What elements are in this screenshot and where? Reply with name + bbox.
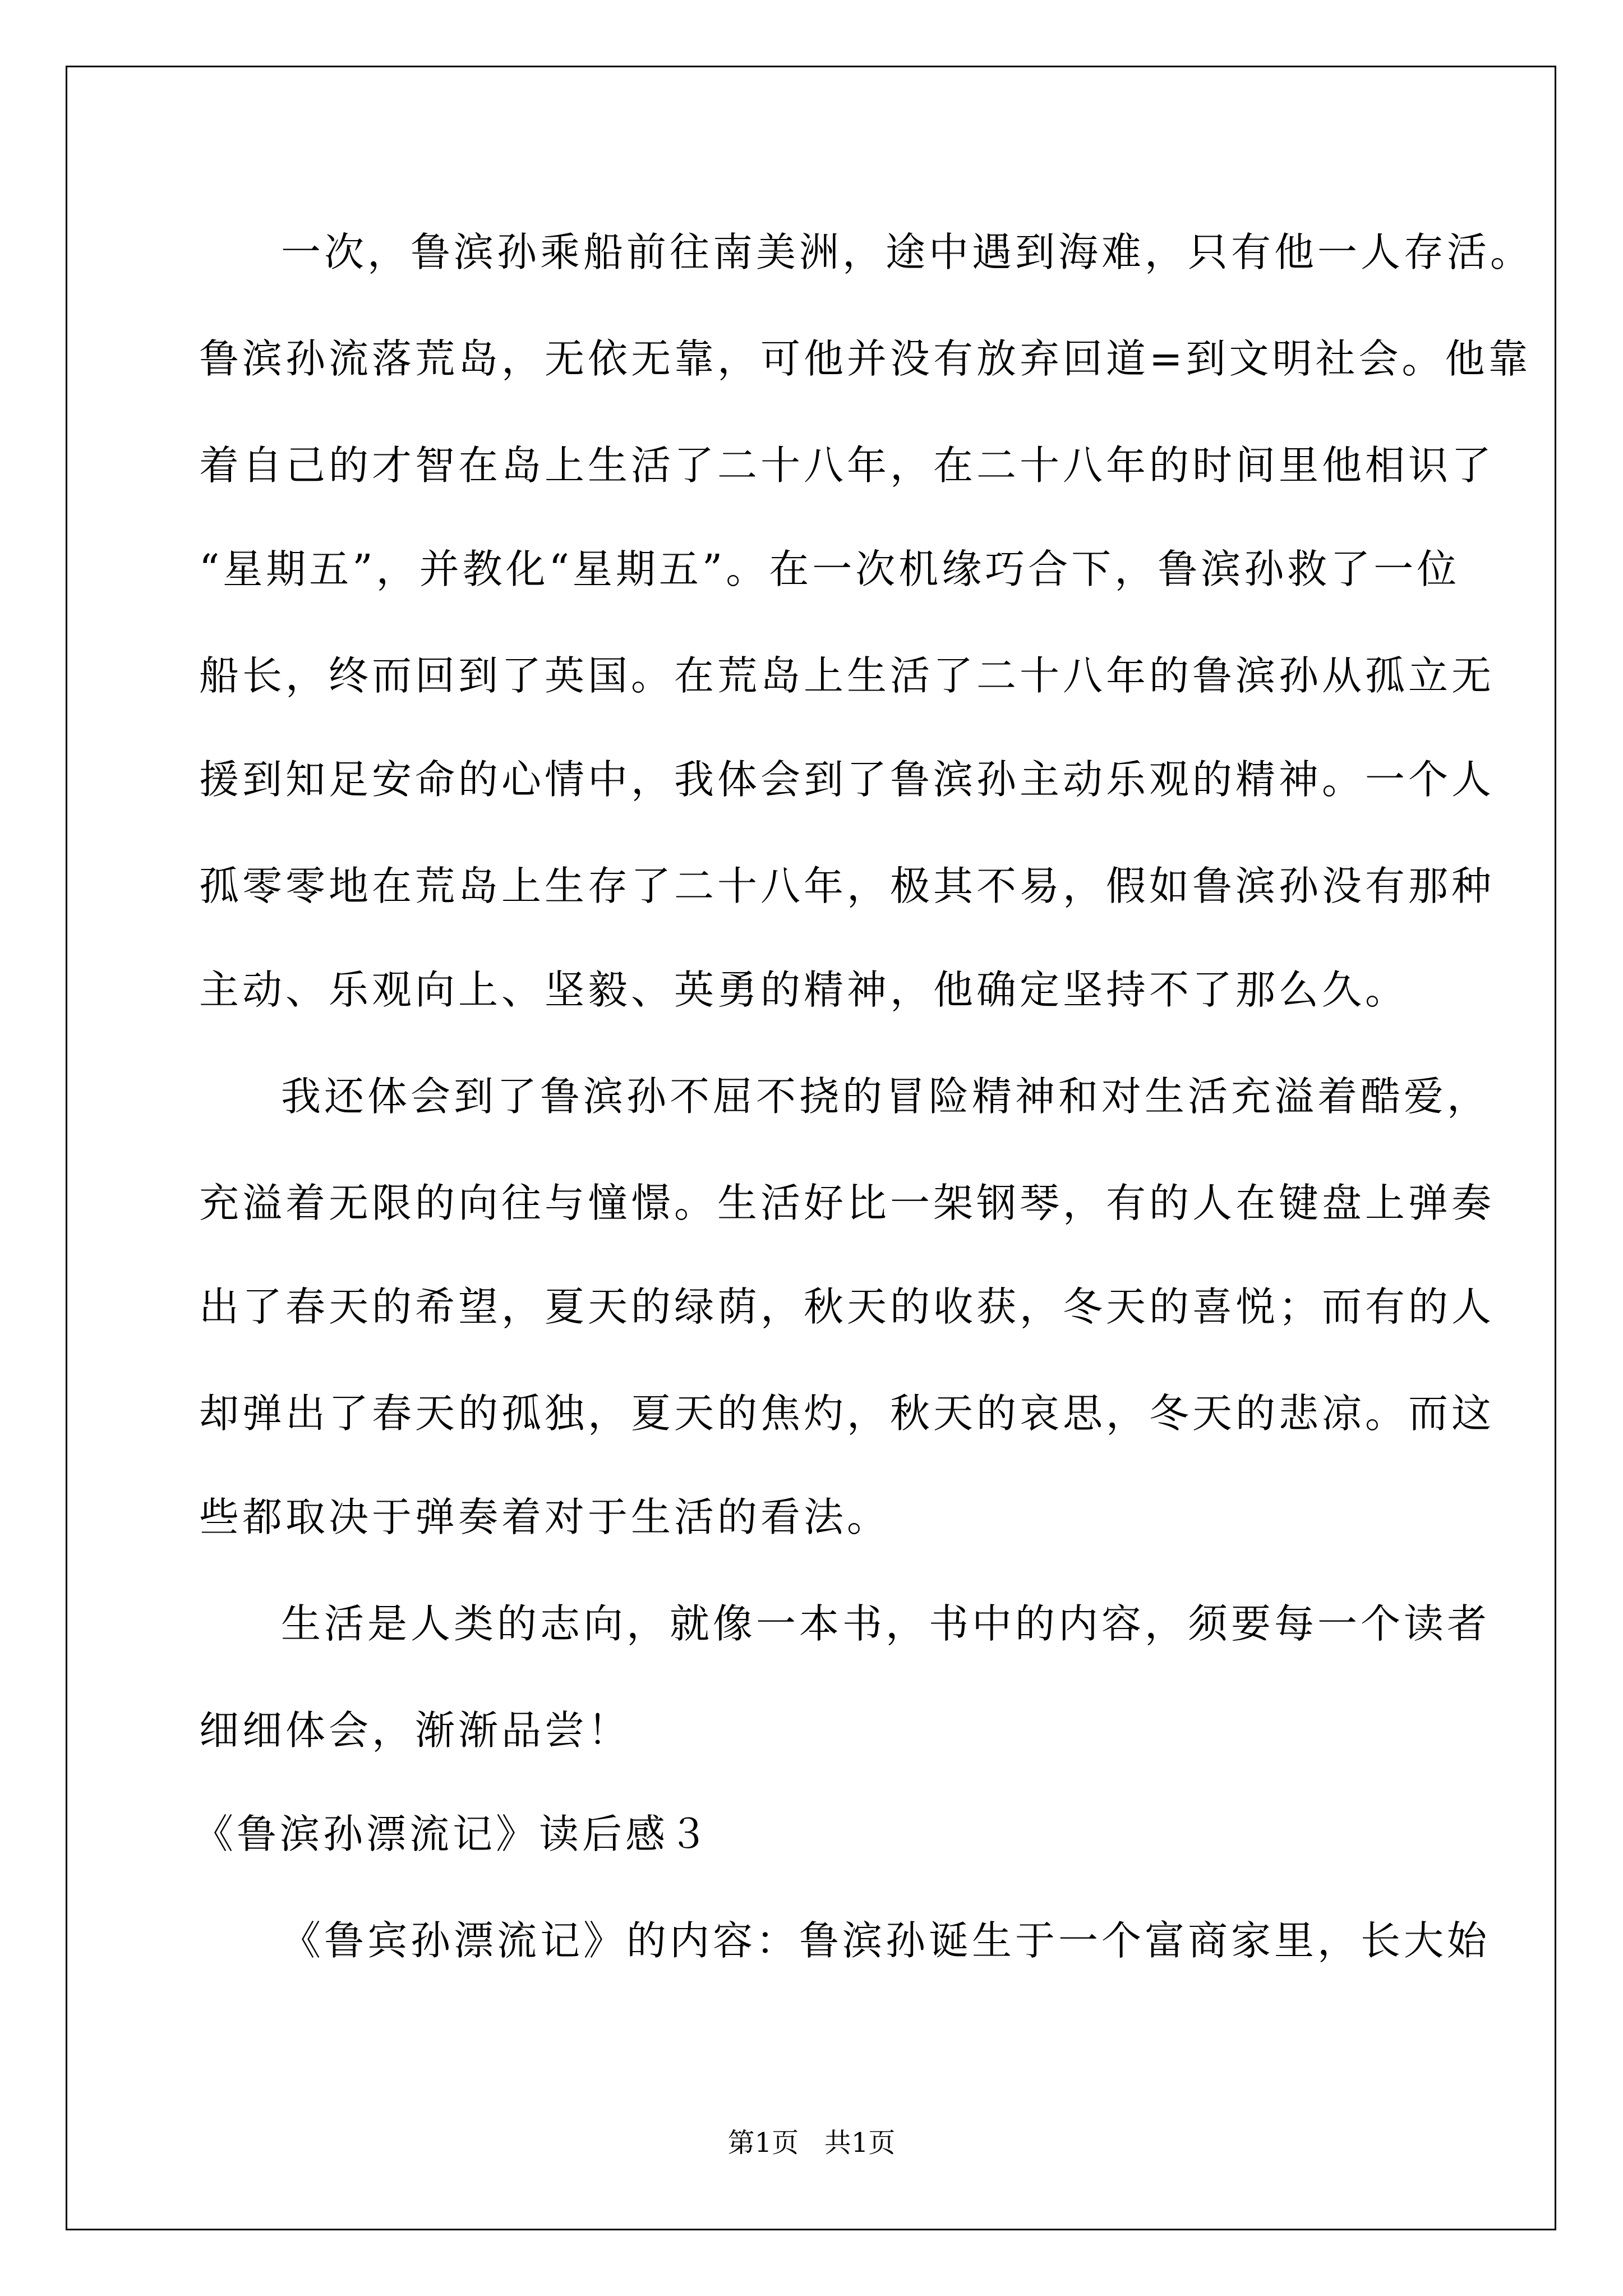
paragraph-line: 着自己的才智在岛上生活了二十八年，在二十八年的时间里他相识了 bbox=[199, 442, 1495, 489]
paragraph-line: 些都取决于弹奏着对于生活的看法。 bbox=[199, 1494, 891, 1540]
section-heading: 《鲁滨孙漂流记》读后感３ bbox=[193, 1811, 712, 1857]
paragraph-line: 充溢着无限的向往与憧憬。生活好比一架钢琴，有的人在键盘上弹奏 bbox=[199, 1180, 1495, 1226]
paragraph-line: 却弹出了春天的孤独，夏天的焦灼，秋天的哀思，冬天的悲凉。而这 bbox=[199, 1390, 1495, 1437]
page-footer: 第1页 共1页 bbox=[727, 2127, 896, 2159]
paragraph-line: 鲁滨孙流落荒岛，无依无靠，可他并没有放弃回道=到文明社会。他靠 bbox=[199, 335, 1532, 382]
paragraph-line: “星期五”，并教化“星期五”。在一次机缘巧合下，鲁滨孙救了一位 bbox=[199, 546, 1460, 592]
paragraph-line: 我还体会到了鲁滨孙不屈不挠的冒险精神和对生活充溢着酷爱， bbox=[281, 1073, 1491, 1120]
paragraph-line: 孤零零地在荒岛上生存了二十八年，极其不易，假如鲁滨孙没有那种 bbox=[199, 863, 1495, 909]
paragraph-line: 细细体会，渐渐品尝！ bbox=[199, 1707, 631, 1754]
paragraph-line: 船长，终而回到了英国。在荒岛上生活了二十八年的鲁滨孙从孤立无 bbox=[199, 652, 1495, 699]
paragraph-line: 主动、乐观向上、坚毅、英勇的精神，他确定坚持不了那么久。 bbox=[199, 967, 1409, 1013]
paragraph-line: 出了春天的希望，夏天的绿荫，秋天的收获，冬天的喜悦；而有的人 bbox=[199, 1283, 1495, 1330]
page-border bbox=[66, 66, 1556, 2230]
paragraph-line: 援到知足安命的心情中，我体会到了鲁滨孙主动乐观的精神。一个人 bbox=[199, 756, 1495, 803]
paragraph-line: 《鲁宾孙漂流记》的内容：鲁滨孙诞生于一个富商家里，长大始 bbox=[281, 1917, 1491, 1964]
paragraph-line: 一次，鲁滨孙乘船前往南美洲，途中遇到海难，只有他一人存活。 bbox=[281, 229, 1534, 275]
paragraph-line: 生活是人类的志向，就像一本书，书中的内容，须要每一个读者 bbox=[281, 1600, 1491, 1647]
